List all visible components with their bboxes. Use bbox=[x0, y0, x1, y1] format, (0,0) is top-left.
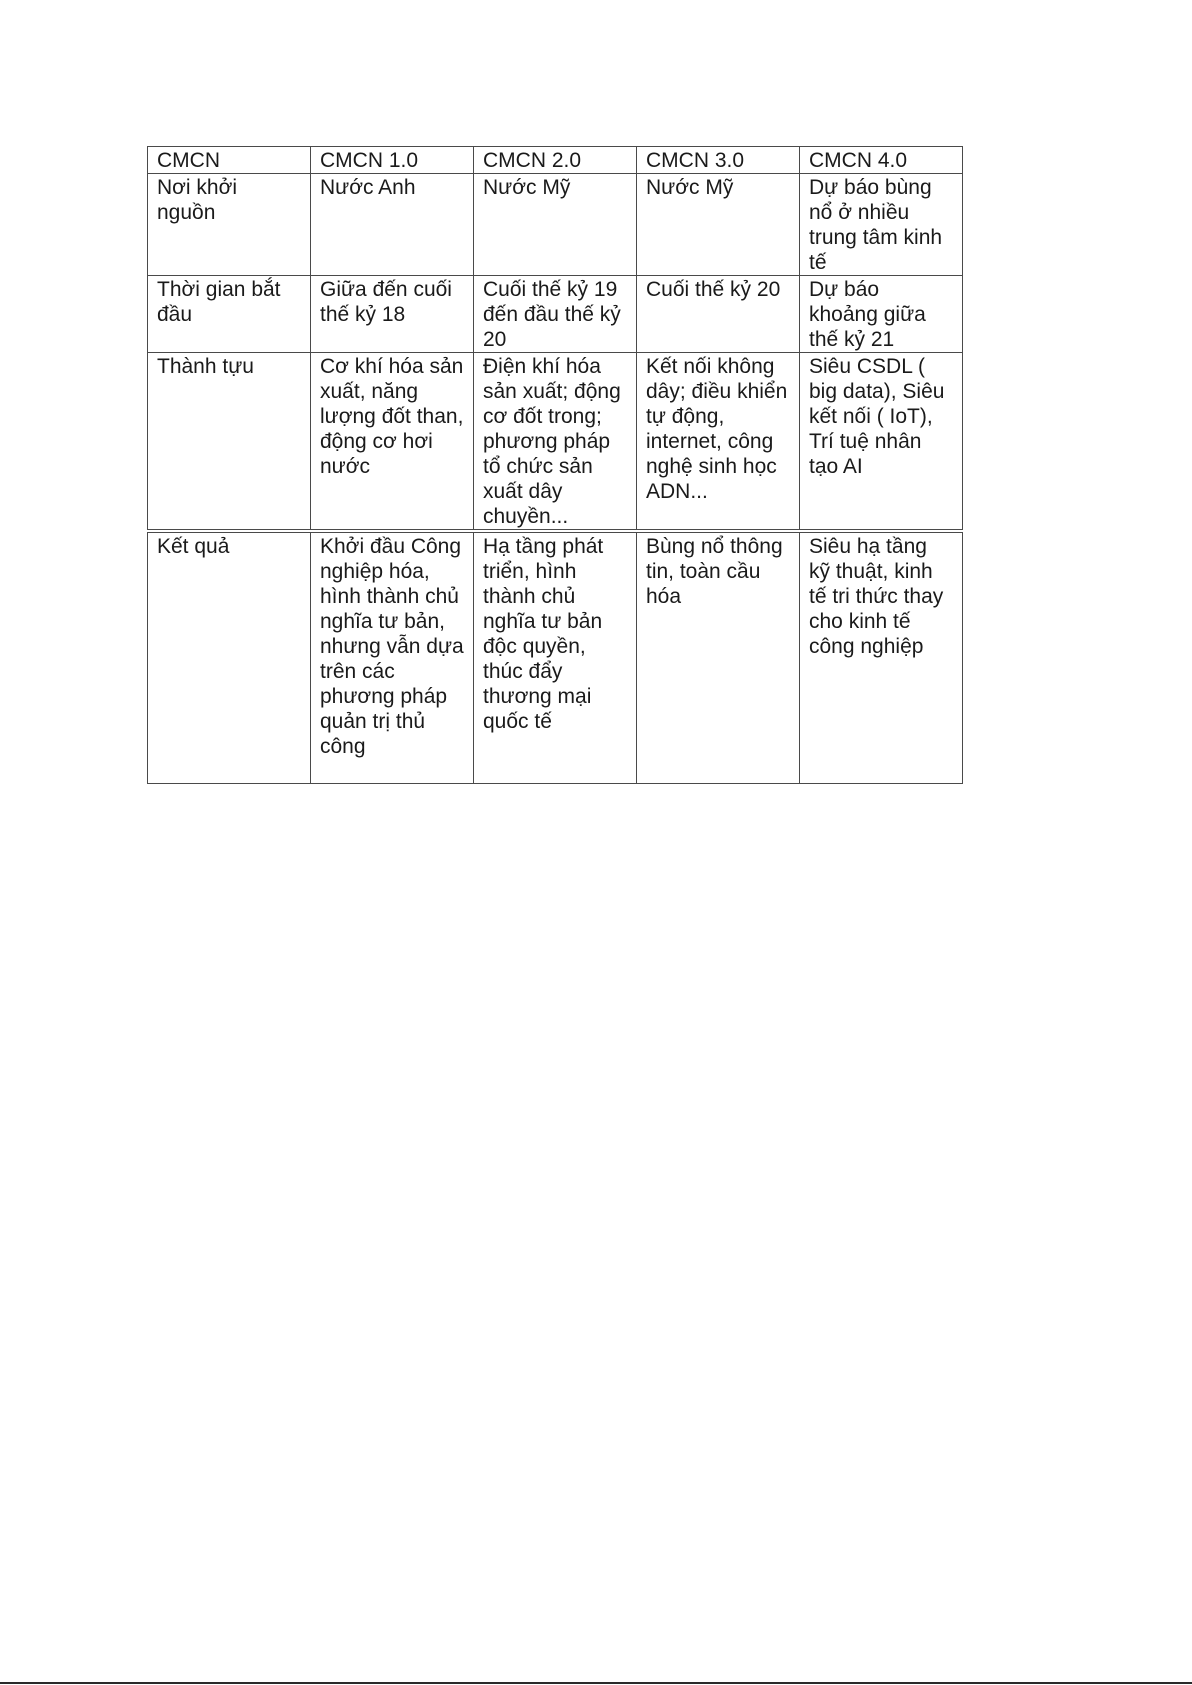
table-cell: Nước Mỹ bbox=[474, 174, 637, 276]
table-cell: Dự báo bùng nổ ở nhiều trung tâm kinh tế bbox=[800, 174, 963, 276]
table-cell: Hạ tầng phát triển, hình thành chủ nghĩa tư bản độc quyền, thúc đẩy thương mại quốc tế bbox=[474, 533, 637, 784]
header-cell: CMCN 2.0 bbox=[474, 147, 637, 174]
table-cell: Kết nối không dây; điều khiển tự động, internet, công nghệ sinh học ADN... bbox=[637, 353, 800, 530]
header-cell: CMCN bbox=[148, 147, 311, 174]
table-cell: Cuối thế kỷ 19 đến đầu thế kỷ 20 bbox=[474, 276, 637, 353]
header-cell: CMCN 3.0 bbox=[637, 147, 800, 174]
table-row bbox=[148, 353, 963, 530]
table-cell: Cơ khí hóa sản xuất, năng lượng đốt than, động cơ hơi nước bbox=[311, 353, 474, 530]
table-header-row bbox=[148, 147, 963, 174]
table-cell: Điện khí hóa sản xuất; động cơ đốt trong; phương pháp tổ chức sản xuất dây chuyền... bbox=[474, 353, 637, 530]
table-cell: Bùng nổ thông tin, toàn cầu hóa bbox=[637, 533, 800, 784]
header-cell: CMCN 4.0 bbox=[800, 147, 963, 174]
header-cell: CMCN 1.0 bbox=[311, 147, 474, 174]
row-label-cell: Nơi khởi nguồn bbox=[148, 174, 311, 276]
table-cell: Siêu hạ tầng kỹ thuật, kinh tế tri thức thay cho kinh tế công nghiệp bbox=[800, 533, 963, 784]
row-label-cell: Thời gian bắt đầu bbox=[148, 276, 311, 353]
table-row bbox=[148, 276, 963, 353]
table-cell: Nước Anh bbox=[311, 174, 474, 276]
row-label-cell: Thành tựu bbox=[148, 353, 311, 530]
table-cell: Nước Mỹ bbox=[637, 174, 800, 276]
industrial-revolution-comparison-table bbox=[147, 146, 963, 530]
table-cell: Dự báo khoảng giữa thế kỷ 21 bbox=[800, 276, 963, 353]
table-row bbox=[148, 174, 963, 276]
industrial-revolution-results-table bbox=[147, 532, 963, 784]
table-cell: Cuối thế kỷ 20 bbox=[637, 276, 800, 353]
page-bottom-rule bbox=[0, 1682, 1192, 1684]
table-cell: Siêu CSDL ( big data), Siêu kết nối ( IoT), Trí tuệ nhân tạo AI bbox=[800, 353, 963, 530]
table-cell: Giữa đến cuối thế kỷ 18 bbox=[311, 276, 474, 353]
row-label-cell: Kết quả bbox=[148, 533, 311, 784]
table-cell: Khởi đầu Công nghiệp hóa, hình thành chủ nghĩa tư bản, nhưng vẫn dựa trên các phương pháp quản trị thủ công bbox=[311, 533, 474, 784]
table-row bbox=[148, 533, 963, 784]
